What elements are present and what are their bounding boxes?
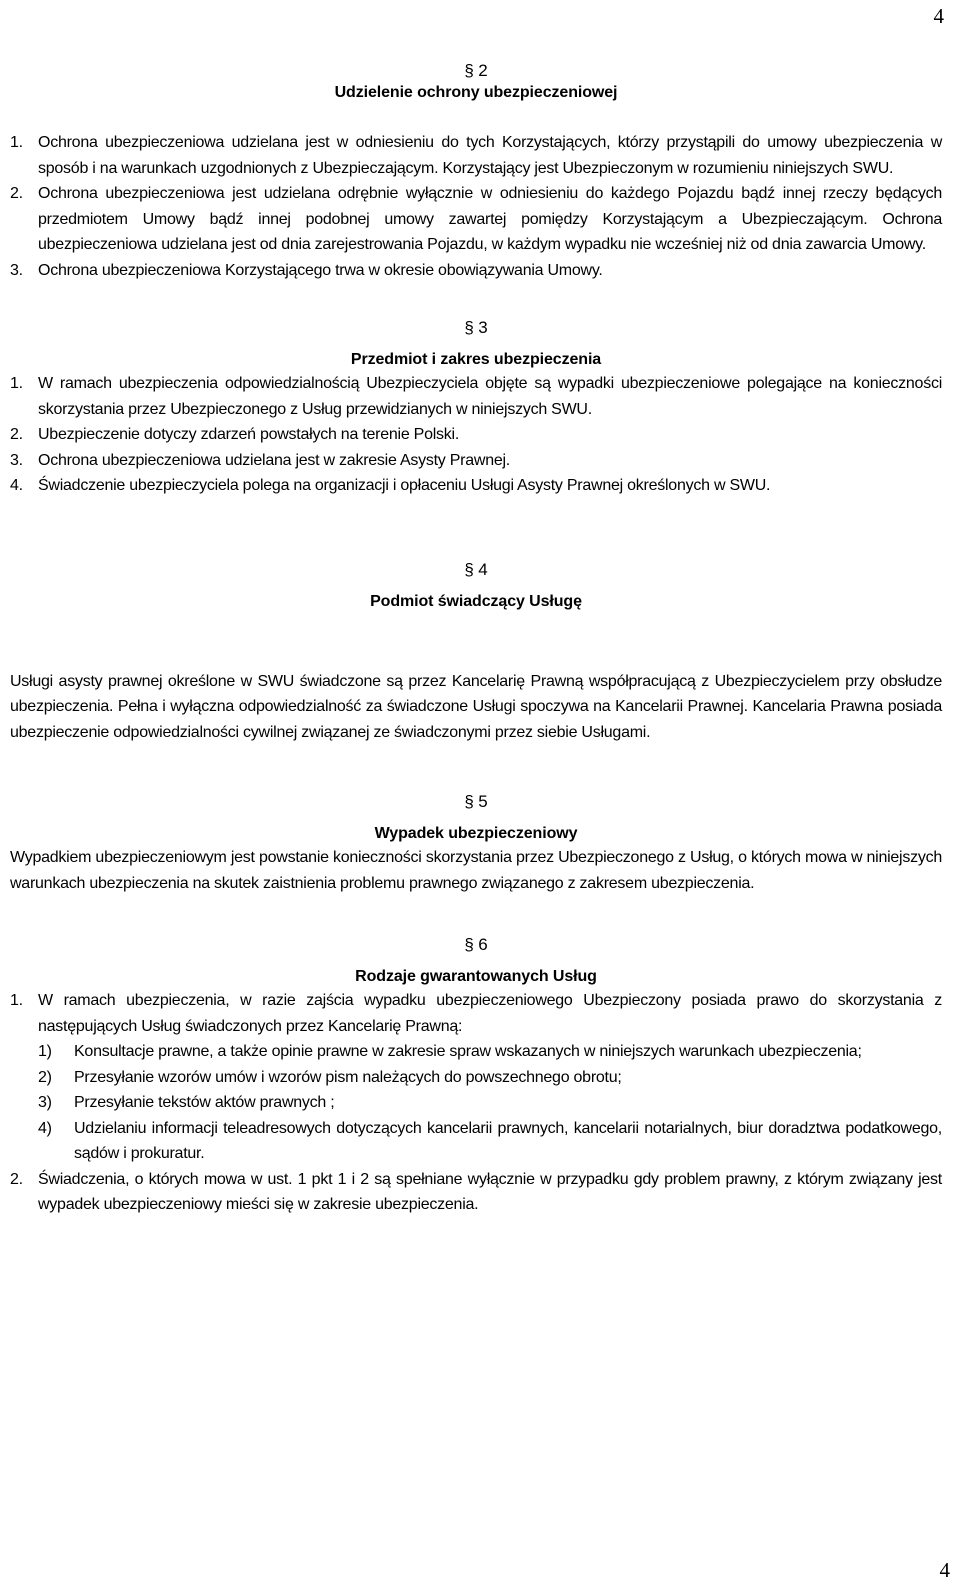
section-paragraph: Usługi asysty prawnej określone w SWU świadczone są przez Kancelarię Prawną współpracującą z Ubezpieczycielem przy obsłudze ubezpieczenia. Pełna i wyłączna odpowiedzialność za świadczone Usługi spoczywa na Kancelarii Prawnej. Kancelaria Prawna posiada ubezpieczenie odpowiedzialności cywilnej związanej ze świadczonymi przez siebie Usługami.	[10, 672, 942, 741]
item-text: W ramach ubezpieczenia odpowiedzialnością Ubezpieczyciela objęte są wypadki ubezpieczeniowe polegające na konieczności skorzystania przez Ubezpieczonego z Usług przewidzianych w niniejszych SWU.	[38, 375, 942, 418]
section-symbol: § 2	[464, 61, 488, 80]
list-item	[10, 371, 942, 422]
section-symbol: § 5	[464, 792, 488, 811]
item-number: 3.	[10, 261, 23, 279]
subitem-text: Udzielaniu informacji teleadresowych dotyczących kancelarii prawnych, kancelarii notarialnych, biur doradztwa podatkowego, sądów i prokuratur.	[74, 1119, 942, 1162]
sub-list-item	[38, 1039, 942, 1065]
item-text: Ubezpieczenie dotyczy zdarzeń powstałych na terenie Polski.	[38, 426, 460, 443]
subitem-text: Przesyłanie wzorów umów i wzorów pism należących do powszechnego obrotu;	[74, 1068, 622, 1086]
section-title: Podmiot świadczący Usługę	[370, 592, 582, 610]
item-text: Ochrona ubezpieczeniowa udzielana jest w zakresie Asysty Prawnej.	[38, 451, 510, 469]
section-title: Przedmiot i zakres ubezpieczenia	[350, 351, 602, 368]
section-title: Rodzaje gwarantowanych Usług	[355, 968, 597, 985]
list-item	[10, 130, 942, 181]
item-number: 2.	[10, 1170, 23, 1188]
subitem-number: 1)	[38, 1043, 52, 1060]
section-header	[10, 934, 942, 988]
item-number: 4.	[10, 477, 23, 494]
item-text: Świadczenia, o których mowa w ust. 1 pkt 1 i 2 są spełniane wyłącznie w przypadku gdy problem prawny, z którym związany jest wypadek ubezpieczeniowy mieści się w zakresie ubezpieczenia.	[38, 1170, 942, 1213]
document-page	[10, 60, 942, 1218]
sub-list-item	[38, 1065, 942, 1091]
section-header	[10, 559, 942, 613]
section-title: Udzielenie ochrony ubezpieczeniowej	[334, 84, 618, 101]
sub-list-item	[38, 1090, 942, 1116]
page-number-top: 4	[933, 4, 944, 28]
list-item	[10, 181, 942, 258]
item-text: W ramach ubezpieczenia, w razie zajścia wypadku ubezpieczeniowego Ubezpieczony posiada prawo do skorzystania z następujących Usług świadczonych przez Kancelarię Prawną:	[38, 992, 942, 1035]
subitem-number: 4)	[38, 1119, 52, 1137]
section-header	[10, 317, 942, 371]
list-item	[10, 473, 942, 499]
section-symbol: § 4	[464, 559, 488, 579]
page-number-bottom: 4	[939, 1558, 950, 1582]
section-title: Wypadek ubezpieczeniowy	[374, 825, 578, 842]
list-item	[10, 988, 942, 1039]
item-text: Ochrona ubezpieczeniowa Korzystającego trwa w okresie obowiązywania Umowy.	[38, 261, 603, 279]
section-symbol: § 6	[464, 935, 488, 954]
item-number: 1.	[10, 375, 23, 392]
item-number: 1.	[10, 134, 23, 151]
subitem-number: 3)	[38, 1094, 52, 1111]
item-number: 1.	[10, 992, 23, 1009]
section-header	[10, 60, 942, 104]
section-symbol: § 3	[464, 318, 488, 337]
item-text: Ochrona ubezpieczeniowa udzielana jest w odniesieniu do tych Korzystających, którzy przystąpili do umowy ubezpieczenia w sposób i na warunkach uzgodnionych z Ubezpieczającym. Korzystający jest Ubezpieczonym w rozumieniu niniejszych SWU.	[38, 134, 942, 177]
list-item	[10, 448, 942, 474]
subitem-text: Konsultacje prawne, a także opinie prawne w zakresie spraw wskazanych w niniejszych warunkach ubezpieczenia;	[74, 1043, 862, 1060]
item-text: Świadczenie ubezpieczyciela polega na organizacji i opłaceniu Usługi Asysty Prawnej określonych w SWU.	[38, 477, 771, 494]
sub-list-item	[38, 1116, 942, 1167]
section-header	[10, 791, 942, 845]
subitem-text: Przesyłanie tekstów aktów prawnych ;	[74, 1094, 335, 1111]
item-number: 2.	[10, 426, 23, 443]
list-item	[10, 258, 942, 284]
list-item	[10, 422, 942, 448]
subitem-number: 2)	[38, 1068, 52, 1086]
item-text: Ochrona ubezpieczeniowa jest udzielana odrębnie wyłącznie w odniesieniu do każdego Pojazdu bądź innej rzeczy będących przedmiotem Umowy bądź innej podobnej umowy zawartej pomiędzy Korzystającym a Ubezpieczającym. Ochrona ubezpieczeniowa udzielana jest od dnia zarejestrowania Pojazdu, w każdym wypadku nie wcześniej niż od dnia zawarcia Umowy.	[38, 185, 942, 253]
list-item	[10, 1167, 942, 1218]
item-number: 2.	[10, 185, 23, 202]
item-number: 3.	[10, 451, 23, 469]
section-paragraph: Wypadkiem ubezpieczeniowym jest powstanie konieczności skorzystania przez Ubezpieczonego z Usług, o których mowa w niniejszych warunkach ubezpieczenia na skutek zaistnienia problemu prawnego związanego z zakresem ubezpieczenia.	[10, 849, 942, 892]
